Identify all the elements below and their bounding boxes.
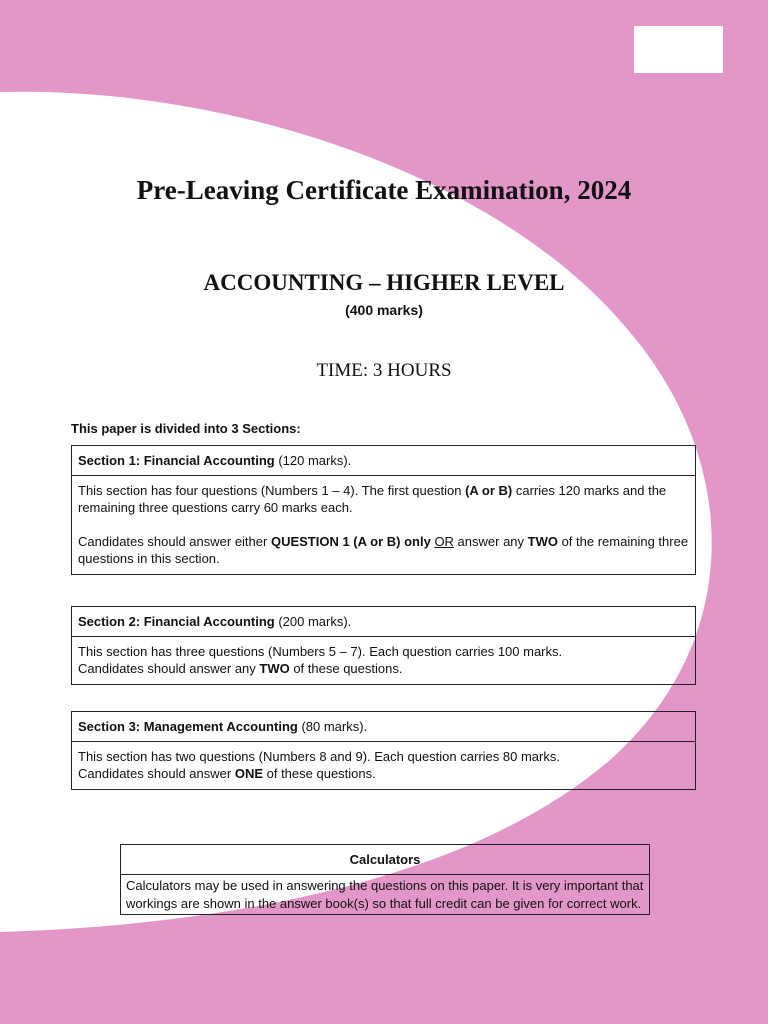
text: This section has four questions (Numbers 1 – 4). The first question xyxy=(78,483,466,498)
text: Candidates should answer xyxy=(78,766,235,781)
section-2-line-1: This section has three questions (Numbers 5 – 7). Each question carries 100 marks. xyxy=(78,644,563,659)
corner-label-box xyxy=(634,26,723,73)
emphasis: QUESTION 1 (A or B) only xyxy=(270,534,431,549)
total-marks: (400 marks) xyxy=(345,302,423,318)
text: Candidates should answer any xyxy=(78,661,260,676)
sections-intro: This paper is divided into 3 Sections: xyxy=(71,421,301,436)
emphasis: TWO xyxy=(527,534,558,549)
section-3-box xyxy=(71,711,696,790)
emphasis: (A or B) xyxy=(465,483,513,498)
emphasis: ONE xyxy=(234,766,263,781)
text: carries 120 marks and the remaining three questions carry 60 marks each. xyxy=(78,483,667,515)
section-1-paragraph-1 xyxy=(78,482,689,516)
text: Candidates should answer either xyxy=(78,534,271,549)
section-3-header xyxy=(72,712,695,742)
section-2-line-2 xyxy=(78,660,689,677)
section-3-name: Section 3: Management Accounting xyxy=(78,719,298,734)
section-1-body xyxy=(72,476,695,574)
underlined-or: OR xyxy=(434,534,454,549)
text: of the remaining three questions in this section. xyxy=(78,534,689,566)
subject-title: ACCOUNTING – HIGHER LEVEL xyxy=(203,270,565,295)
exam-title: Pre-Leaving Certificate Examination, 2024 xyxy=(136,175,632,205)
section-1-marks: (120 marks). xyxy=(274,453,352,468)
calculators-box xyxy=(120,844,650,915)
section-1-header xyxy=(72,446,695,476)
section-1-name: Section 1: Financial Accounting xyxy=(78,453,275,468)
section-3-body xyxy=(72,742,695,789)
exam-time: TIME: 3 HOURS xyxy=(316,360,452,381)
section-3-marks: (80 marks). xyxy=(297,719,368,734)
calculators-text: Calculators may be used in answering the questions on this paper. It is very important that workings are shown in the answer book(s) so that full credit can be given for correct work. xyxy=(126,878,644,911)
section-1-paragraph-2 xyxy=(78,533,689,567)
section-1-box xyxy=(71,445,696,575)
text: of these questions. xyxy=(263,766,376,781)
section-2-body xyxy=(72,637,695,684)
section-2-box xyxy=(71,606,696,685)
section-3-line-1: This section has two questions (Numbers 8 and 9). Each question carries 80 marks. xyxy=(78,749,560,764)
emphasis: TWO xyxy=(259,661,290,676)
text: of these questions. xyxy=(289,661,403,676)
section-2-marks: (200 marks). xyxy=(274,614,352,629)
text: answer any xyxy=(453,534,528,549)
calculators-title: Calculators xyxy=(121,845,649,875)
section-2-header xyxy=(72,607,695,637)
section-3-line-2 xyxy=(78,765,689,782)
section-2-name: Section 2: Financial Accounting xyxy=(78,614,275,629)
